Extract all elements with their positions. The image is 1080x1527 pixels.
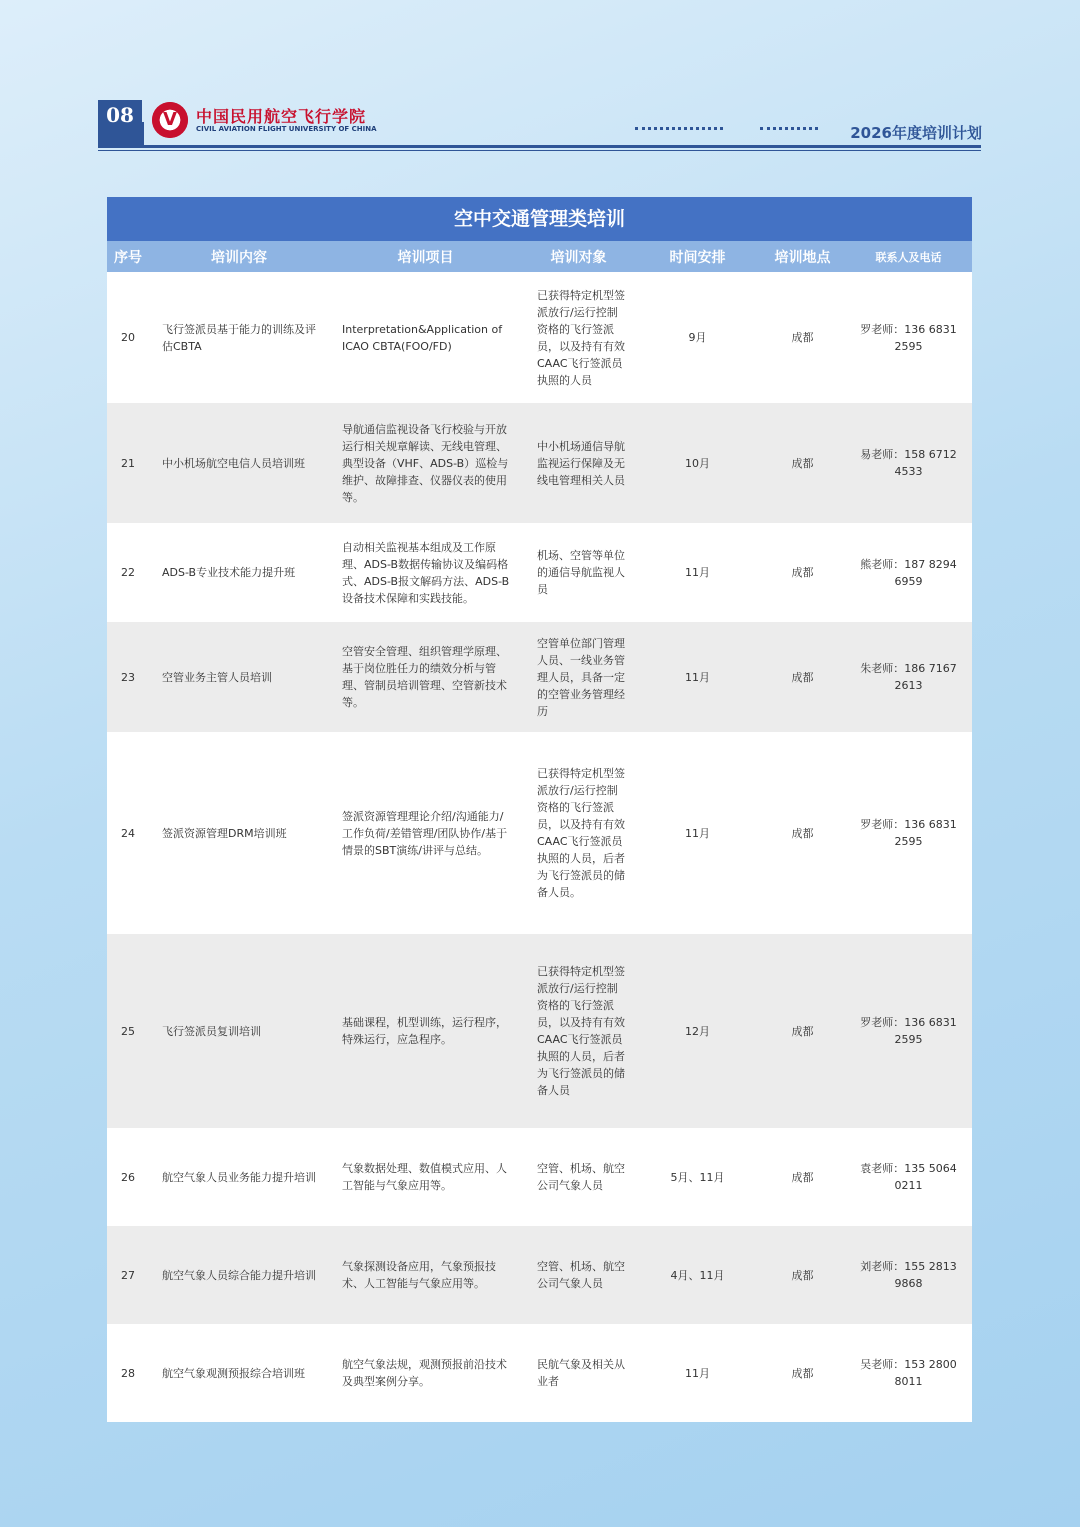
row-no: 24 bbox=[121, 826, 135, 840]
header-target: 培训对象 bbox=[550, 249, 607, 266]
row-place: 成都 bbox=[791, 456, 814, 470]
row-place: 成都 bbox=[791, 1170, 814, 1184]
table-row bbox=[107, 403, 972, 523]
row-content: 飞行签派员基于能力的训练及评估CBTA bbox=[162, 322, 316, 353]
row-place: 成都 bbox=[791, 1268, 814, 1282]
row-content: 中小机场航空电信人员培训班 bbox=[162, 456, 305, 470]
table-row bbox=[107, 272, 972, 403]
row-item: 自动相关监视基本组成及工作原理、ADS-B数据传输协议及编码格式、ADS-B报文解码方法、ADS-B设备技术保障和实践技能。 bbox=[342, 540, 510, 605]
row-no: 21 bbox=[121, 456, 135, 470]
row-no: 25 bbox=[121, 1024, 135, 1038]
row-time: 11月 bbox=[685, 566, 710, 579]
row-contact: 袁老师：135 5064 0211 bbox=[860, 1162, 957, 1192]
table-header bbox=[107, 241, 972, 272]
header-rule bbox=[98, 145, 981, 148]
row-place: 成都 bbox=[791, 670, 814, 684]
row-content: 航空气象人员业务能力提升培训 bbox=[162, 1170, 316, 1184]
row-item: 签派资源管理理论介绍/沟通能力/工作负荷/差错管理/团队协作/基于情景的SBT演练/讲评与总结。 bbox=[342, 809, 508, 857]
table-row bbox=[107, 523, 972, 622]
row-target: 民航气象及相关从业者 bbox=[537, 1358, 625, 1388]
header-content: 培训内容 bbox=[211, 249, 267, 266]
row-time: 11月 bbox=[685, 670, 710, 684]
table-title: 空中交通管理类培训 bbox=[107, 197, 972, 241]
training-table bbox=[107, 197, 972, 1422]
header-no: 序号 bbox=[114, 249, 142, 266]
table-body bbox=[107, 272, 972, 1422]
row-target: 空管单位部门管理人员、一线业务管理人员，具备一定的空管业务管理经历 bbox=[537, 636, 625, 718]
plan-title: 2026年度培训计划 bbox=[850, 124, 982, 142]
table-row bbox=[107, 732, 972, 934]
row-item: 气象探测设备应用，气象预报技术、人工智能与气象应用等。 bbox=[342, 1260, 496, 1290]
row-content: 航空气象人员综合能力提升培训 bbox=[162, 1268, 316, 1282]
header-place: 培训地点 bbox=[774, 249, 831, 266]
org-name-cn: 中国民用航空飞行学院 bbox=[196, 107, 367, 126]
row-time: 11月 bbox=[685, 1366, 710, 1380]
university-logo-icon: V bbox=[152, 102, 188, 138]
row-content: 签派资源管理DRM培训班 bbox=[162, 826, 287, 840]
row-item: 空管安全管理、组织管理学原理、基于岗位胜任力的绩效分析与管理、管制员培训管理、空管新技术等。 bbox=[342, 645, 507, 709]
header-rule bbox=[98, 150, 981, 151]
row-no: 27 bbox=[121, 1268, 135, 1282]
row-item: Interpretation&Application of ICAO CBTA(FOO/FD) bbox=[342, 322, 503, 353]
row-contact: 罗老师：136 6831 2595 bbox=[860, 1016, 957, 1046]
header-time: 时间安排 bbox=[669, 249, 726, 266]
row-time: 9月 bbox=[688, 331, 707, 344]
row-item: 航空气象法规，观测预报前沿技术及典型案例分享。 bbox=[342, 1358, 507, 1388]
row-place: 成都 bbox=[791, 826, 814, 840]
row-time: 12月 bbox=[685, 1024, 710, 1038]
header-contact: 联系人及电话 bbox=[875, 250, 942, 264]
table-row bbox=[107, 622, 972, 732]
row-item: 基础课程，机型训练，运行程序，特殊运行，应急程序。 bbox=[342, 1016, 507, 1046]
row-contact: 熊老师：187 8294 6959 bbox=[860, 557, 957, 588]
header-dots bbox=[760, 127, 818, 130]
row-target: 已获得特定机型签派放行/运行控制资格的飞行签派员，以及持有有效CAAC飞行签派员执照的人员 bbox=[537, 288, 625, 387]
org-name-en: CIVIL AVIATION FLIGHT UNIVERSITY OF CHINA bbox=[196, 125, 377, 133]
row-place: 成都 bbox=[791, 566, 814, 579]
row-contact: 刘老师：155 2813 9868 bbox=[860, 1260, 957, 1290]
table-row bbox=[107, 1128, 972, 1226]
row-time: 4月、11月 bbox=[670, 1268, 725, 1282]
row-no: 22 bbox=[121, 566, 135, 579]
table-row bbox=[107, 1324, 972, 1422]
row-no: 20 bbox=[121, 331, 135, 344]
row-target: 机场、空管等单位的通信导航监视人员 bbox=[537, 549, 625, 596]
header-dots bbox=[635, 127, 723, 130]
row-contact: 罗老师：136 6831 2595 bbox=[860, 322, 957, 353]
row-content: 飞行签派员复训培训 bbox=[162, 1024, 261, 1038]
row-no: 23 bbox=[121, 670, 135, 684]
row-contact: 易老师：158 6712 4533 bbox=[860, 448, 957, 478]
row-target: 空管、机场、航空公司气象人员 bbox=[537, 1162, 625, 1192]
page-number: 08 bbox=[98, 100, 142, 146]
row-content: ADS-B专业技术能力提升班 bbox=[162, 566, 296, 579]
row-contact: 吴老师：153 2800 8011 bbox=[860, 1358, 957, 1388]
row-content: 空管业务主管人员培训 bbox=[162, 670, 272, 684]
row-no: 26 bbox=[121, 1170, 135, 1184]
row-content: 航空气象观测预报综合培训班 bbox=[162, 1366, 305, 1380]
row-target: 空管、机场、航空公司气象人员 bbox=[537, 1260, 625, 1290]
row-place: 成都 bbox=[791, 1366, 814, 1380]
row-time: 5月、11月 bbox=[670, 1170, 725, 1184]
row-no: 28 bbox=[121, 1366, 135, 1380]
row-contact: 罗老师：136 6831 2595 bbox=[860, 818, 957, 848]
row-target: 中小机场通信导航监视运行保障及无线电管理相关人员 bbox=[537, 439, 625, 487]
header-item: 培训项目 bbox=[397, 249, 454, 266]
row-contact: 朱老师：186 7167 2613 bbox=[860, 662, 957, 692]
row-time: 10月 bbox=[685, 456, 710, 470]
table-row bbox=[107, 934, 972, 1128]
row-item: 导航通信监视设备飞行校验与开放运行相关规章解读、无线电管理、典型设备（VHF、ADS-B）巡检与维护、故障排查、仪器仪表的使用等。 bbox=[342, 422, 509, 504]
row-place: 成都 bbox=[791, 1024, 814, 1038]
row-time: 11月 bbox=[685, 826, 710, 840]
row-place: 成都 bbox=[791, 331, 814, 344]
row-target: 已获得特定机型签派放行/运行控制资格的飞行签派员，以及持有有效CAAC飞行签派员执照的人员，后者为飞行签派员的储备人员。 bbox=[537, 767, 625, 899]
table-row bbox=[107, 1226, 972, 1324]
row-item: 气象数据处理、数值模式应用、人工智能与气象应用等。 bbox=[342, 1162, 507, 1192]
row-target: 已获得特定机型签派放行/运行控制资格的飞行签派员，以及持有有效CAAC飞行签派员执照的人员，后者为飞行签派员的储备人员 bbox=[537, 965, 625, 1097]
